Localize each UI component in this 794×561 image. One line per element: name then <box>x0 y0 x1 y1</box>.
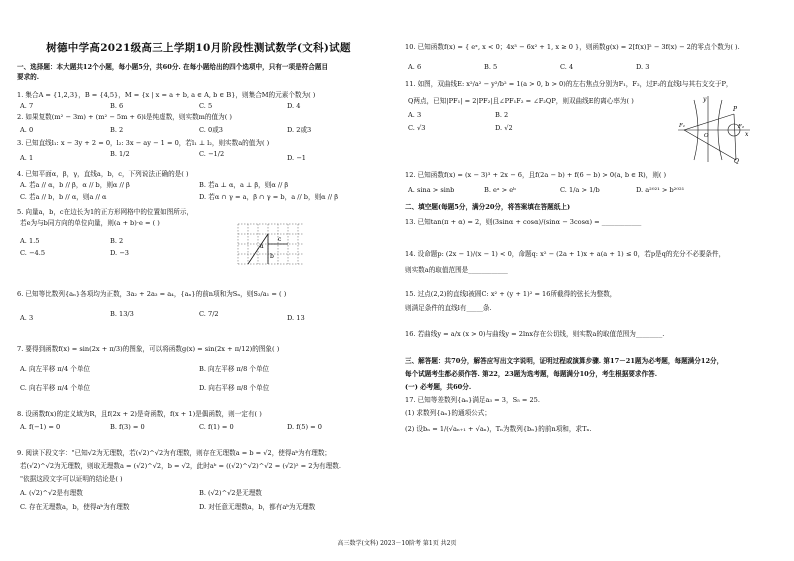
origin-label: O <box>704 133 709 139</box>
left-column-line: C. 0或3 <box>199 126 223 134</box>
right-column-line: A. 6 <box>408 63 422 71</box>
left-column-line: 2. 如果复数(m² − 3m) + (m² − 5m + 6)i是纯虚数，则实数m的值为( ) <box>17 113 232 121</box>
left-column-line: 9. 阅读下段文字："已知√2为无理数，若(√2)^√2为有理数，则存在无理数a = b = √2，使得aᵇ为有理数； <box>17 449 332 457</box>
hyperbola-figure <box>676 92 752 164</box>
left-column-line: D. 向右平移 π/8 个单位 <box>199 384 270 392</box>
left-column-line: C. −1/2 <box>199 150 225 158</box>
page-footer: 高三数学(文科) 2023－10阶考 第1页 共2页 <box>337 540 457 547</box>
right-column-line: 16. 若曲线y = a/x (x > 0)与曲线y = 2lnx存在公切线，则实数a的取值范围为________. <box>405 330 665 338</box>
left-column-line: C. −4.5 <box>20 249 46 257</box>
right-column-line: B. 2 <box>495 111 509 119</box>
left-column-line: C. 向右平移 π/4 个单位 <box>20 384 91 392</box>
right-column-line: 10. 已知函数f(x) = { eˣ, x < 0；4x³ − 6x² + 1, x ≥ 0 }，则函数g(x) = 2[f(x)]² − 3f(x) − 2的零点个数为( ). <box>405 43 740 51</box>
left-column-line: C. f(1) = 0 <box>199 423 234 431</box>
right-column-line: B. 5 <box>484 63 498 71</box>
right-column-line: C. √3 <box>408 124 426 132</box>
right-column-line: 15. 过点(2,2)的直线l被圆C: x² + (y + 1)² = 16所截得的弦长为整数， <box>405 290 617 298</box>
left-column-line: 1. 集合A = {1,2,3}，B = {4,5}，M = {x | x = a + b, a ∈ A, b ∈ B}，则集合M的元素个数为( ) <box>17 91 316 99</box>
left-column-line: D. 13 <box>287 314 305 322</box>
vector-grid-figure <box>236 222 306 266</box>
vector-a-label: a <box>260 243 264 250</box>
left-column-line: C. 存在无理数a，b，使得aᵇ为有理数 <box>20 503 130 511</box>
left-column-line: 5. 向量a，b，c在边长为1的正方形网格中的位置如图所示， <box>17 208 194 216</box>
focus-f1-label: F₁ <box>679 123 686 129</box>
page-title: 树德中学高2021级高三上学期10月阶段性测试数学(文科)试题 <box>46 42 351 54</box>
right-column-line: A. 3 <box>408 111 422 119</box>
left-column-line: A. 若a // α，b // β，α // b，则α // β <box>20 181 130 189</box>
left-column-line: D. 若α ∩ γ = a，β ∩ γ = b，a // b，则α // β <box>199 193 339 201</box>
left-column-line: C. 5 <box>199 102 213 110</box>
right-column-line: (1) 求数列{aₙ}的通项公式； <box>405 409 491 417</box>
right-column-line: A. sina > sinb <box>408 186 455 194</box>
right-column-line: 17. 已知等差数列{aₙ}满足a₃ = 3，S₅ = 25. <box>405 396 540 404</box>
left-column-line: C. 7/2 <box>199 310 219 318</box>
axis-x-label: x <box>745 131 749 138</box>
left-column-line: A. 7 <box>20 102 34 110</box>
left-column-line: B. 2 <box>110 126 124 134</box>
left-column-line: A. 3 <box>20 314 34 322</box>
vector-c-label: c <box>278 236 282 243</box>
left-column-line: D. −3 <box>110 249 129 257</box>
left-column-line: 4. 已知平面α，β，γ，直线a，b，c，下列说法正确的是( ) <box>17 170 189 178</box>
right-column-line: D. √2 <box>495 124 513 132</box>
left-column-line: 3. 已知直线l₁: x − 3y + 2 = 0，l₂: 3x − ay − 1 = 0，若l₁ ⊥ l₂，则实数a的值为( ) <box>17 139 270 147</box>
left-column-line: 一、选择题：本大题共12个小题，每小题5分，共60分. 在每小题给出的四个选项中，只有一项是符合题目 <box>17 63 329 71</box>
right-column-line: (一) 必考题，共60分. <box>405 383 472 391</box>
focus-f2-label: F₂ <box>738 124 745 130</box>
left-column-line: A. 1.5 <box>20 237 40 245</box>
left-column-line: 7. 要得到函数f(x) = sin(2x + π/3)的图象，可以将函数g(x) = sin(2x + π/12)的图象( ) <box>17 345 280 353</box>
left-column-line: 若e为与b同方向的单位向量，则(a + b)·e = ( ) <box>20 219 160 227</box>
right-column-line: 二、填空题(每题5分，满分20分，将答案填在答题纸上) <box>405 203 571 211</box>
left-column-line: 8. 设函数f(x)的定义域为R，且f(2x + 2)是奇函数，f(x + 1)是偶函数，则一定有( ) <box>17 410 262 418</box>
right-column-line: 三、解答题：共70分，解答应写出文字说明，证明过程或演算步骤. 第17－21题为必考题，每题满分12分， <box>405 357 724 365</box>
left-column-line: B. 13/3 <box>110 310 134 318</box>
left-column-line: A. 0 <box>20 126 34 134</box>
right-column-line: Q两点，已知|PF₁| = 2|PF₂|且∠PF₁F₂ = ∠F₂QP，则双曲线E的离心率为( ) <box>408 97 634 105</box>
left-column-line: D. 2或3 <box>287 126 312 134</box>
right-column-line: C. 4 <box>560 63 574 71</box>
left-column-line: 要求的. <box>17 73 40 81</box>
left-column-line: C. 若a // b，b // α，则a // α <box>20 193 107 201</box>
left-column-line: D. −1 <box>287 154 306 162</box>
right-column-line: B. eᵃ > eᵇ <box>484 186 516 194</box>
vector-b-label: b <box>270 253 274 260</box>
right-column-line: C. 1/a > 1/b <box>560 186 600 194</box>
right-column-line: 则实数a的取值范围是____________ <box>405 266 508 274</box>
left-column-line: A. 向左平移 π/4 个单位 <box>20 365 91 373</box>
right-column-line: 每个试题考生都必须作答. 第22，23题为选考题，每题满分10分，考生根据要求作答. <box>405 370 658 378</box>
right-column-line: 14. 设命题p: (2x − 1)/(x − 1) < 0，命题q: x² − (2a + 1)x + a(a + 1) ≤ 0，若p是q的充分不必要条件， <box>405 250 726 258</box>
right-column-line: (2) 设bₙ = 1/(√aₙ₊₁ + √aₙ)，Tₙ为数列{bₙ}的前n项和，求Tₙ. <box>405 425 592 433</box>
left-column-line: 若(√2)^√2为无理数，则取无理数a = (√2)^√2，b = √2，此时aᵇ = ((√2)^√2)^√2 = (√2)² = 2为有理数. <box>20 462 341 470</box>
right-column-line: 则满足条件的直线l有_____条. <box>405 304 492 312</box>
right-column-line: 12. 已知函数f(x) = (x − 3)³ + 2x − 6，且f(2a − b) + f(6 − b) > 0(a, b ∈ R)，则( ) <box>405 171 667 179</box>
left-column-line: B. 若a ⊥ α，a ⊥ β，则α // β <box>199 181 289 189</box>
left-column-line: "依据这段文字可以证明的结论是( ) <box>20 475 123 483</box>
right-column-line: 11. 如图，双曲线E: x²/a² − y²/b² = 1(a > 0, b > 0)的左右焦点分别为F₁，F₂，过F₂的直线l与其右支交于P， <box>405 80 733 88</box>
point-q-label: Q <box>734 158 739 164</box>
left-column-line: B. 1/2 <box>110 150 130 158</box>
left-column-line: D. 4 <box>287 102 301 110</box>
left-column-line: D. 对任意无理数a，b，都有aᵇ为无理数 <box>199 503 316 511</box>
right-column-line: 13. 已知tan(π + α) = 2，则(3sinα + cosα)/(sinα − 3cosα) = ____________ <box>405 218 642 226</box>
left-column-line: B. 6 <box>110 102 124 110</box>
left-column-line: B. f(3) = 0 <box>110 423 145 431</box>
right-column-line: D. a²⁰²¹ > b²⁰²¹ <box>636 186 685 194</box>
left-column-line: B. 2 <box>110 237 124 245</box>
left-column-line: 6. 已知等比数列{aₙ}各项均为正数，3a₂ + 2a₃ = a₄，{aₙ}的前n项和为Sₙ，则S₃/a₁ = ( ) <box>17 290 287 298</box>
left-column-line: A. 1 <box>20 154 34 162</box>
right-column-line: D. 3 <box>636 63 650 71</box>
left-column-line: A. (√2)^√2是有理数 <box>20 489 83 497</box>
point-p-label: P <box>733 106 738 113</box>
axis-y-label: y <box>703 96 707 103</box>
left-column-line: B. 向左平移 π/8 个单位 <box>199 365 270 373</box>
left-column-line: D. f(5) = 0 <box>287 423 322 431</box>
left-column-line: A. f(−1) = 0 <box>20 423 61 431</box>
left-column-line: B. (√2)^√2是无理数 <box>199 489 262 497</box>
